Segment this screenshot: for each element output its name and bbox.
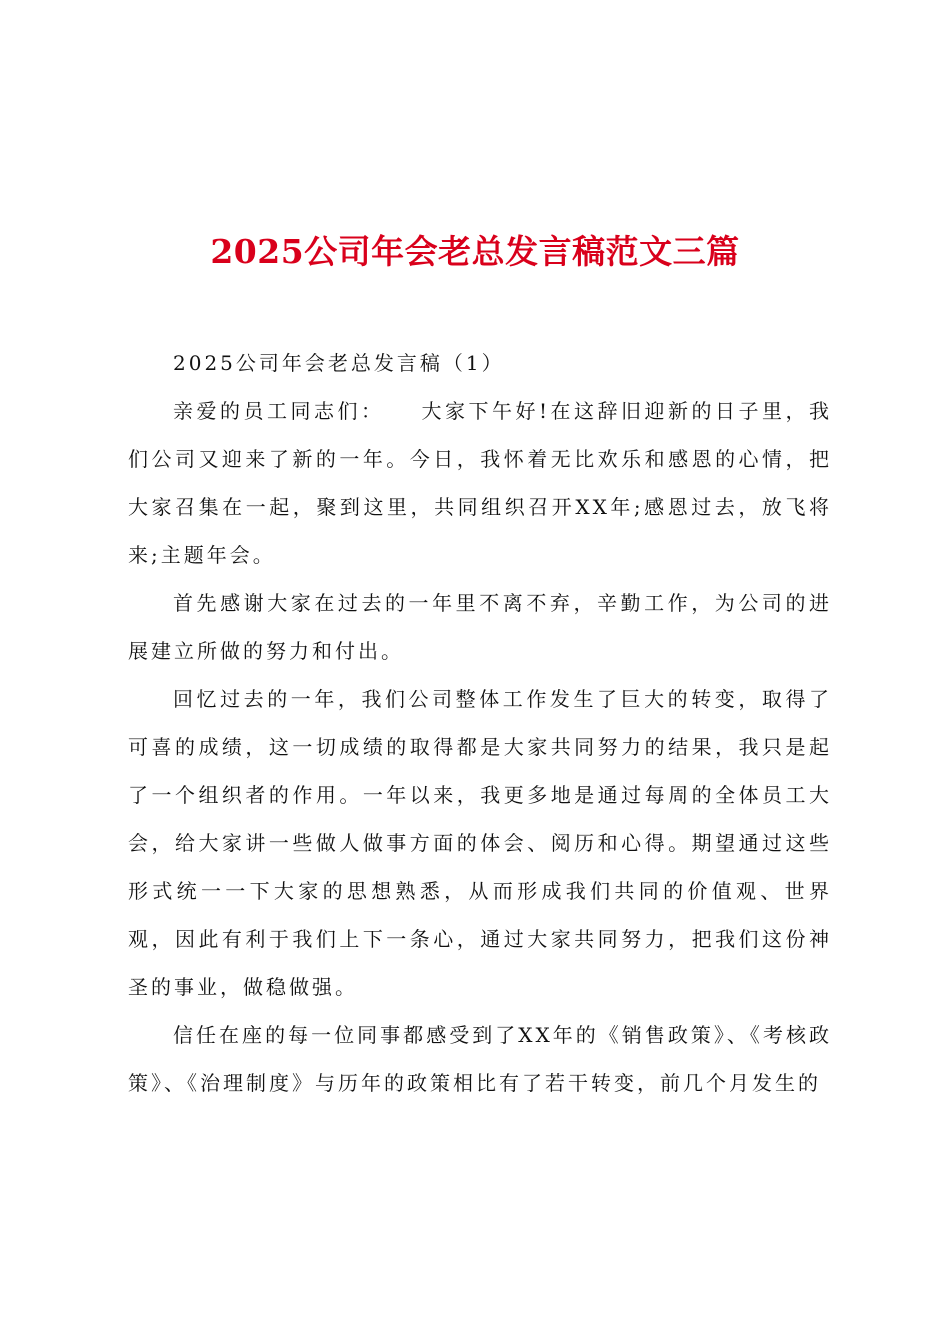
paragraph-review: 回忆过去的一年，我们公司整体工作发生了巨大的转变，取得了可喜的成绩，这一切成绩的取得都是大家共同努力的结果，我只是起了一个组织者的作用。一年以来，我更多地是通过每周的全体员工大会，给大家讲一些做人做事方面的体会、阅历和心得。期望通过这些形式统一一下大家的思想熟悉，从而形成我们共同的价值观、世界观，因此有利于我们上下一条心，通过大家共同努力，把我们这份神圣的事业，做稳做强。 (128, 687, 832, 999)
paragraph-thanks: 首先感谢大家在过去的一年里不离不弃，辛勤工作，为公司的进展建立所做的努力和付出。 (128, 591, 832, 663)
paragraph-policy: 信任在座的每一位同事都感受到了XX年的《销售政策》、《考核政策》、《治理制度》与历年的政策相比有了若干转变，前几个月发生的 (128, 1023, 832, 1095)
section-heading: 2025公司年会老总发言稿（1） (173, 351, 505, 375)
document-title: 2025公司年会老总发言稿范文三篇 (210, 232, 740, 272)
paragraph-greeting: 亲爱的员工同志们： 大家下午好!在这辞旧迎新的日子里，我们公司又迎来了新的一年。今日，我怀着无比欢乐和感恩的心情，把大家召集在一起，聚到这里，共同组织召开XX年;感恩过去，放飞将来;主题年会。 (128, 399, 832, 567)
document-body (128, 339, 832, 1107)
